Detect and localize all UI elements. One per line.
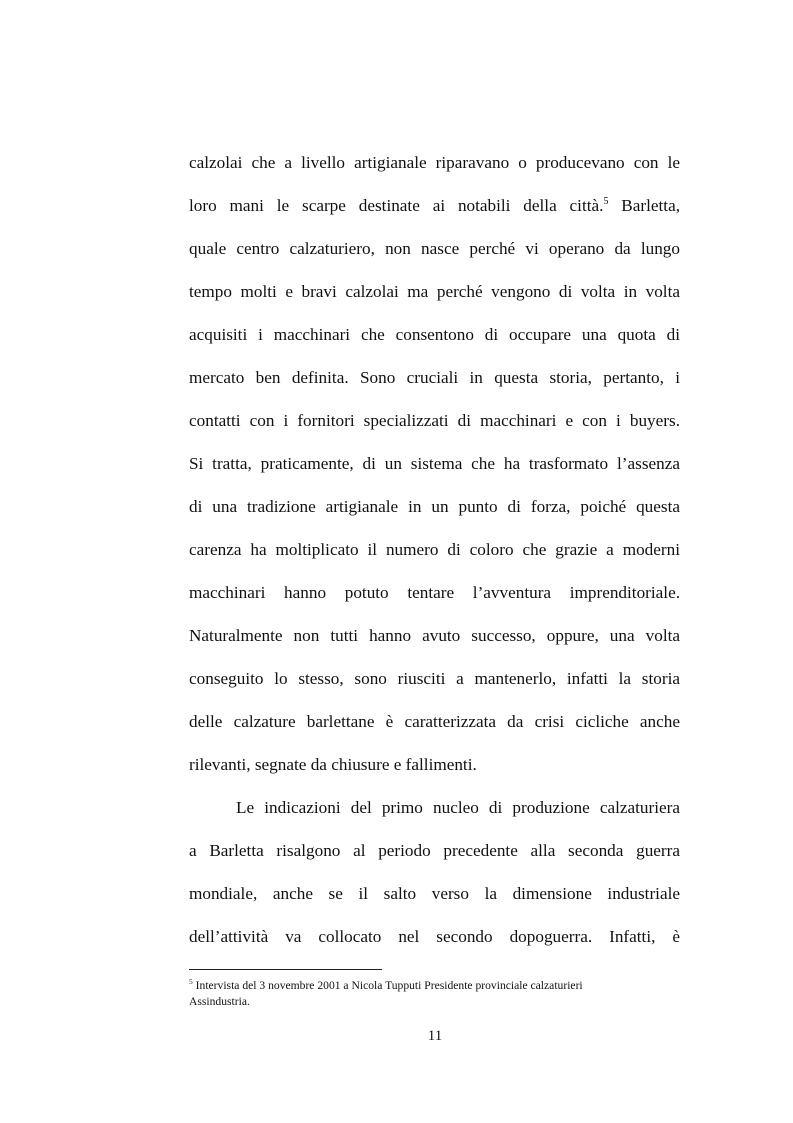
body-line-19: dell’attività va collocato nel secondo dopoguerra. Infatti, è	[189, 927, 680, 946]
body-line-18: mondiale, anche se il salto verso la dimensione industriale	[189, 884, 680, 903]
footnote-reference-5[interactable]: 5	[603, 196, 609, 207]
body-line-4: tempo molti e bravi calzolai ma perché vengono di volta in volta	[189, 282, 680, 301]
footnote-separator	[189, 969, 382, 970]
body-line-11: macchinari hanno potuto tentare l’avventura imprenditoriale.	[189, 583, 680, 602]
page-number: 11	[427, 1028, 443, 1044]
body-line-7: contatti con i fornitori specializzati di macchinari e con i buyers.	[189, 411, 680, 430]
footnote-marker: 5	[189, 977, 193, 986]
body-line-8: Si tratta, praticamente, di un sistema che ha trasformato l’assenza	[189, 454, 680, 473]
body-line-3: quale centro calzaturiero, non nasce perché vi operano da lungo	[189, 239, 680, 258]
body-line-2-continuation: Barletta,	[608, 196, 680, 215]
body-line-6: mercato ben definita. Sono cruciali in questa storia, pertanto, i	[189, 368, 680, 387]
body-line-1: calzolai che a livello artigianale riparavano o producevano con le	[189, 153, 680, 172]
body-line-17: a Barletta risalgono al periodo precedente alla seconda guerra	[189, 841, 680, 860]
body-line-14: delle calzature barlettane è caratterizzata da crisi cicliche anche	[189, 712, 680, 731]
body-line-9: di una tradizione artigianale in un punto di forza, poiché questa	[189, 497, 680, 516]
body-line-13: conseguito lo stesso, sono riusciti a mantenerlo, infatti la storia	[189, 669, 680, 688]
footnote-line-1	[189, 979, 583, 993]
body-line-5: acquisiti i macchinari che consentono di occupare una quota di	[189, 325, 680, 344]
body-line-15: rilevanti, segnate da chiusure e fallimenti.	[189, 755, 477, 774]
body-line-2-text: loro mani le scarpe destinate ai notabili della città.	[189, 196, 604, 215]
footnote-text: Intervista del 3 novembre 2001 a Nicola Tupputi Presidente provinciale calzaturieri	[195, 979, 583, 992]
footnote-line-2: Assindustria.	[189, 995, 250, 1008]
body-line-16: Le indicazioni del primo nucleo di produzione calzaturiera	[236, 798, 680, 817]
body-line-2	[189, 195, 680, 217]
body-line-10: carenza ha moltiplicato il numero di coloro che grazie a moderni	[189, 540, 680, 559]
body-line-12: Naturalmente non tutti hanno avuto successo, oppure, una volta	[189, 626, 680, 645]
